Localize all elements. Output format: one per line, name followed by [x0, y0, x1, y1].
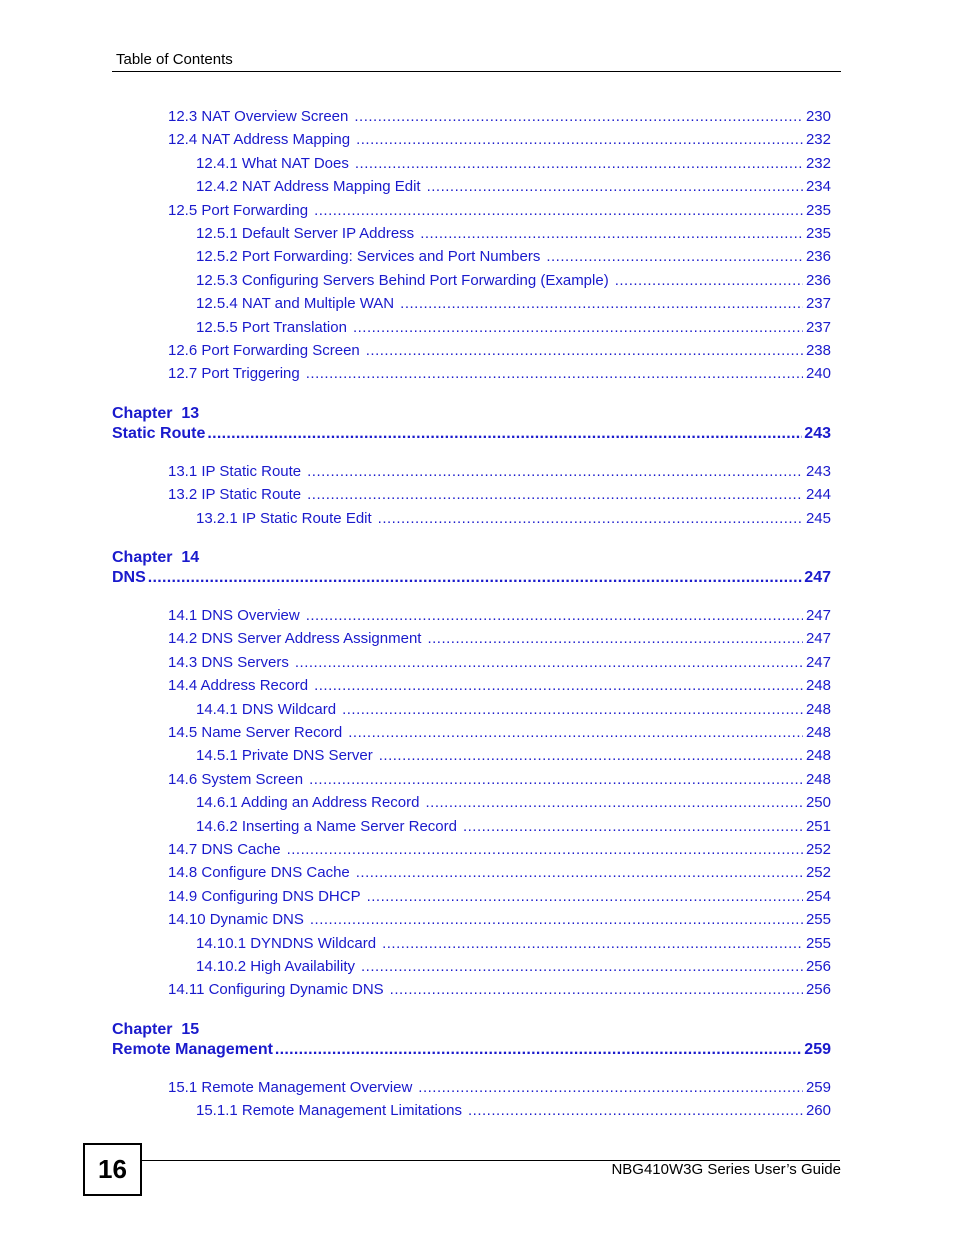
- toc-entry-page: 248: [805, 770, 831, 788]
- dot-leader: [314, 201, 803, 221]
- toc-entry-page: 252: [805, 864, 831, 882]
- toc-section-link[interactable]: [168, 341, 831, 361]
- dot-leader: [356, 130, 803, 150]
- dot-leader: [390, 980, 803, 1000]
- dot-leader: [361, 957, 803, 977]
- dot-leader: [382, 934, 803, 954]
- toc-entry-page: 244: [805, 486, 831, 504]
- dot-leader: [342, 700, 803, 720]
- toc-entry-label: 14.9 Configuring DNS DHCP: [168, 887, 361, 905]
- toc-entry-label: 14.10.1 DYNDNS Wildcard: [196, 934, 377, 952]
- dot-leader: [427, 629, 803, 649]
- dot-leader: [420, 224, 803, 244]
- toc-subsection-link[interactable]: [196, 177, 831, 197]
- toc-entry-label: 12.5 Port Forwarding: [168, 201, 309, 219]
- toc-entry-label: 12.5.4 NAT and Multiple WAN: [196, 295, 395, 313]
- toc-section-link[interactable]: [168, 485, 831, 505]
- toc-entry-label: 12.5.2 Port Forwarding: Services and Port Numbers: [196, 248, 541, 266]
- toc-entry-label: 14.6.1 Adding an Address Record: [196, 794, 420, 812]
- dot-leader: [400, 294, 803, 314]
- toc-entry-label: 12.3 NAT Overview Screen: [168, 108, 349, 125]
- toc-entry-label: 13.2.1 IP Static Route Edit: [196, 509, 372, 527]
- toc-entry-page: 256: [805, 981, 831, 999]
- toc-section-link[interactable]: [168, 606, 831, 626]
- toc-entry-page: 255: [805, 911, 831, 929]
- toc-section-link[interactable]: [168, 201, 831, 221]
- dot-leader: [295, 653, 803, 673]
- toc-subsection-link[interactable]: [196, 934, 831, 954]
- toc-entry-page: 248: [805, 724, 831, 741]
- toc-entry-label: 12.5.3 Configuring Servers Behind Port Forwarding (Example): [196, 271, 609, 289]
- toc-subsection-link[interactable]: [196, 957, 831, 977]
- toc-entry-page: 248: [805, 747, 831, 765]
- toc-section-link[interactable]: [168, 653, 831, 673]
- chapter-title-link[interactable]: [112, 1040, 831, 1060]
- dot-leader: [354, 107, 803, 127]
- toc-entry-label: 12.5.5 Port Translation: [196, 318, 347, 336]
- toc-entry-page: 260: [805, 1102, 831, 1120]
- chapter-page-number: 259: [804, 1040, 831, 1058]
- toc-entry-page: 236: [805, 271, 831, 289]
- toc-section-link[interactable]: [168, 723, 831, 743]
- toc-entry-page: 247: [805, 630, 831, 648]
- toc-entry-page: 236: [805, 248, 831, 266]
- dot-leader: [307, 485, 803, 505]
- dot-leader: [546, 247, 803, 267]
- toc-entry-page: 250: [805, 794, 831, 812]
- toc-entry-page: 232: [805, 131, 831, 149]
- dot-leader: [366, 341, 803, 361]
- toc-subsection-link[interactable]: [196, 1101, 831, 1121]
- toc-entry-label: 14.5 Name Server Record: [168, 724, 343, 741]
- dot-leader: [287, 840, 803, 860]
- toc-subsection-link[interactable]: [196, 154, 831, 174]
- toc-entry-label: 15.1 Remote Management Overview: [168, 1078, 413, 1096]
- chapter-label: Chapter 14: [112, 549, 200, 566]
- dot-leader: [427, 177, 803, 197]
- page-header-title: Table of Contents: [116, 51, 233, 68]
- toc-section-link[interactable]: [168, 1078, 831, 1098]
- toc-entry-page: 256: [805, 958, 831, 975]
- chapter-page-number: 243: [804, 424, 831, 442]
- toc-section-link[interactable]: [168, 770, 831, 790]
- toc-subsection-link[interactable]: [196, 318, 831, 338]
- toc-entry-label: 14.11 Configuring Dynamic DNS: [168, 981, 384, 999]
- page-number: 16: [98, 1154, 127, 1184]
- toc-subsection-link[interactable]: [196, 509, 831, 529]
- toc-entry-label: 14.5.1 Private DNS Server: [196, 747, 373, 765]
- toc-entry-page: 252: [805, 841, 831, 858]
- toc-entry-label: 14.10 Dynamic DNS: [168, 911, 304, 929]
- chapter-page-number: 247: [804, 569, 831, 586]
- toc-section-link[interactable]: [168, 840, 831, 860]
- toc-section-link[interactable]: [168, 910, 831, 930]
- chapter-label: Chapter 13: [112, 404, 200, 422]
- toc-entry-page: 254: [805, 887, 831, 905]
- toc-section-link[interactable]: [168, 130, 831, 150]
- dot-leader: [367, 887, 803, 907]
- dot-leader: [306, 606, 803, 626]
- toc-entry-label: 13.2 IP Static Route: [168, 486, 302, 504]
- toc-entry-label: 14.3 DNS Servers: [168, 653, 289, 671]
- toc-entry-page: 251: [805, 817, 831, 835]
- toc-entry-label: 14.6.2 Inserting a Name Server Record: [196, 817, 457, 835]
- dot-leader: [379, 746, 803, 766]
- dot-leader: [348, 723, 803, 743]
- toc-section-link[interactable]: [168, 980, 831, 1000]
- toc-entry-page: 240: [805, 365, 831, 383]
- toc-subsection-link[interactable]: [196, 700, 831, 720]
- dot-leader: [310, 910, 803, 930]
- toc-entry-page: 235: [805, 225, 831, 242]
- toc-entry-label: 14.10.2 High Availability: [196, 958, 355, 975]
- toc-section-link[interactable]: [168, 676, 831, 696]
- toc-entry-page: 234: [805, 178, 831, 196]
- dot-leader: [148, 568, 803, 588]
- chapter-title: Static Route: [112, 424, 206, 442]
- dot-leader: [418, 1078, 803, 1098]
- toc-entry-page: 247: [805, 607, 831, 624]
- toc-entry-label: 12.4.2 NAT Address Mapping Edit: [196, 178, 421, 196]
- toc-entry-label: 14.1 DNS Overview: [168, 607, 300, 624]
- toc-entry-page: 235: [805, 201, 831, 219]
- toc-entry-label: 12.7 Port Triggering: [168, 365, 300, 383]
- toc-subsection-link[interactable]: [196, 746, 831, 766]
- toc-entry-label: 12.5.1 Default Server IP Address: [196, 225, 415, 242]
- toc-entry-label: 14.8 Configure DNS Cache: [168, 864, 350, 882]
- dot-leader: [307, 462, 803, 482]
- toc-entry-page: 248: [805, 700, 831, 718]
- toc-entry-page: 230: [805, 108, 831, 125]
- guide-title: NBG410W3G Series User’s Guide: [611, 1161, 841, 1178]
- toc-section-link[interactable]: [168, 462, 831, 482]
- toc-subsection-link[interactable]: [196, 271, 831, 291]
- dot-leader: [426, 793, 803, 813]
- toc-entry-page: 237: [805, 295, 831, 313]
- dot-leader: [615, 271, 803, 291]
- toc-entry-label: 14.2 DNS Server Address Assignment: [168, 630, 422, 648]
- toc-entry-label: 14.7 DNS Cache: [168, 841, 281, 858]
- dot-leader: [207, 424, 802, 444]
- toc-subsection-link[interactable]: [196, 793, 831, 813]
- toc-entry-label: 14.4.1 DNS Wildcard: [196, 700, 337, 718]
- toc-entry-label: 15.1.1 Remote Management Limitations: [196, 1102, 462, 1120]
- toc-section-link[interactable]: [168, 887, 831, 907]
- dot-leader: [355, 154, 803, 174]
- toc-entry-label: 14.4 Address Record: [168, 677, 309, 695]
- toc-entry-page: 248: [805, 677, 831, 695]
- toc-subsection-link[interactable]: [196, 224, 831, 244]
- page-number-box: [83, 1143, 142, 1196]
- toc-entry-label: 12.4.1 What NAT Does: [196, 154, 349, 172]
- toc-section-link[interactable]: [168, 364, 831, 384]
- dot-leader: [463, 817, 803, 837]
- toc-entry-page: 245: [805, 509, 831, 527]
- dot-leader: [306, 364, 803, 384]
- toc-entry-page: 243: [805, 462, 831, 480]
- toc-section-link[interactable]: [168, 629, 831, 649]
- chapter-title: Remote Management: [112, 1040, 273, 1058]
- toc-subsection-link[interactable]: [196, 247, 831, 267]
- toc-section-link[interactable]: [168, 863, 831, 883]
- toc-entry-page: 232: [805, 154, 831, 172]
- chapter-title: DNS: [112, 569, 146, 586]
- chapter-title-link[interactable]: [112, 568, 831, 588]
- toc-entry-page: 255: [805, 934, 831, 952]
- chapter-title-link[interactable]: [112, 424, 831, 444]
- dot-leader: [275, 1040, 802, 1060]
- toc-entry-label: 12.6 Port Forwarding Screen: [168, 342, 360, 359]
- toc-entry-page: 238: [805, 342, 831, 359]
- toc-entry-label: 14.6 System Screen: [168, 770, 304, 788]
- toc-entry-label: 12.4 NAT Address Mapping: [168, 131, 351, 149]
- dot-leader: [309, 770, 803, 790]
- toc-entry-page: 247: [805, 653, 831, 671]
- toc-entry-label: 13.1 IP Static Route: [168, 462, 302, 480]
- dot-leader: [314, 676, 803, 696]
- toc-subsection-link[interactable]: [196, 294, 831, 314]
- dot-leader: [378, 509, 803, 529]
- toc-entry-page: 237: [805, 318, 831, 336]
- dot-leader: [356, 863, 803, 883]
- toc-section-link[interactable]: [168, 107, 831, 127]
- chapter-label: Chapter 15: [112, 1020, 200, 1038]
- toc-entry-page: 259: [805, 1078, 831, 1096]
- dot-leader: [353, 318, 803, 338]
- dot-leader: [468, 1101, 803, 1121]
- toc-subsection-link[interactable]: [196, 817, 831, 837]
